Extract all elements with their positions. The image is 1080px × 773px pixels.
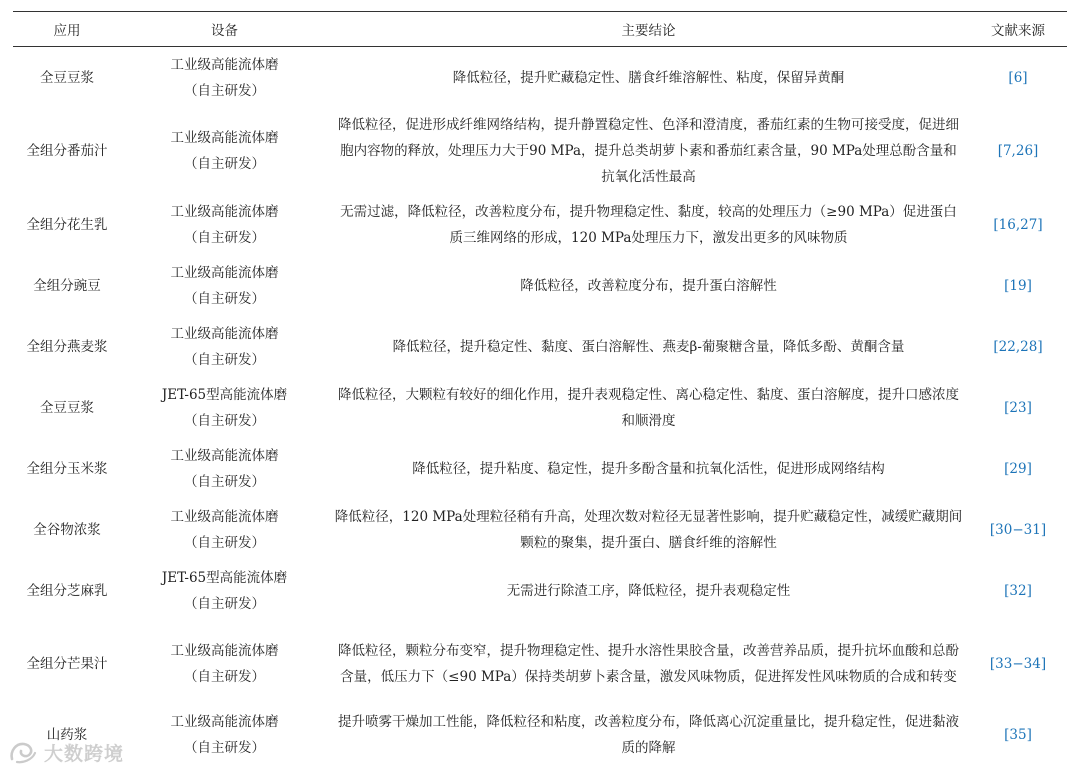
- cell-conclusion: 降低粒径，120 MPa处理粒径稍有升高，处理次数对粒径无显著性影响，提升贮藏稳定性，减缓贮藏期间颗粒的聚集，提升蛋白、膳食纤维的溶解性: [334, 508, 963, 551]
- table-row: [13, 108, 1067, 194]
- cell-equipment: [121, 707, 328, 763]
- reference-link[interactable]: 35: [1009, 727, 1027, 743]
- equipment-name: 工业级高能流体磨: [170, 130, 279, 146]
- watermark: [8, 734, 124, 770]
- cell-application: 全谷物浓浆: [33, 521, 101, 538]
- equipment-note: （自主研发）: [184, 595, 265, 612]
- header-equipment: 设备: [121, 12, 328, 47]
- equipment-name: JET-65型高能流体磨: [161, 569, 288, 586]
- cell-conclusion: 降低粒径，提升粘度、稳定性，提升多酚含量和抗氧化活性，促进形成网络结构: [412, 460, 885, 477]
- cell-equipment: [121, 377, 328, 438]
- cell-reference[interactable]: [7,26]: [997, 143, 1039, 159]
- cell-conclusion: 降低粒径，大颗粒有较好的细化作用，提升表观稳定性、离心稳定性、黏度、蛋白溶解度，提升口感浓度和顺滑度: [338, 386, 959, 429]
- cell-reference[interactable]: [16,27]: [993, 216, 1043, 233]
- equipment-note: （自主研发）: [184, 82, 265, 99]
- equipment-name: 工业级高能流体磨: [170, 447, 279, 464]
- equipment-name: JET-65型高能流体磨: [161, 386, 288, 403]
- reference-link[interactable]: 7,26: [1002, 143, 1034, 159]
- reference-link[interactable]: 33−34: [995, 656, 1041, 672]
- cell-reference[interactable]: [32]: [1004, 582, 1032, 599]
- cell-reference[interactable]: [29]: [1004, 460, 1032, 477]
- equipment-note: （自主研发）: [184, 740, 265, 756]
- equipment-name: 工业级高能流体磨: [170, 56, 279, 73]
- cell-application: 全豆豆浆: [40, 399, 94, 416]
- cell-application: 全组分燕麦浆: [26, 338, 108, 355]
- cell-application: 全组分番茄汁: [26, 143, 108, 159]
- watermark-text: 大数跨境: [44, 742, 125, 765]
- cell-reference[interactable]: [19]: [1004, 277, 1032, 294]
- cell-application: 全组分玉米浆: [26, 460, 108, 477]
- table-row: [13, 560, 1067, 621]
- cell-equipment: [121, 316, 328, 377]
- equipment-note: （自主研发）: [184, 351, 265, 368]
- cell-equipment: [121, 194, 328, 255]
- cell-reference[interactable]: [30−31]: [989, 521, 1047, 538]
- equipment-note: （自主研发）: [184, 156, 265, 172]
- cell-equipment: [121, 499, 328, 560]
- table-header: [13, 12, 1067, 47]
- literature-table: [13, 11, 1067, 763]
- table-row: [13, 707, 1067, 763]
- table-row: [13, 316, 1067, 377]
- cell-application: 全组分芝麻乳: [26, 582, 108, 599]
- equipment-name: 工业级高能流体磨: [170, 643, 279, 659]
- cell-conclusion: 降低粒径，颗粒分布变窄，提升物理稳定性、提升水溶性果胶含量，改善营养品质，提升抗坏血酸和总酚含量，低压力下（≤90 MPa）保持类胡萝卜素含量，激发风味物质，促进挥发性风味物质的合成和转变: [338, 643, 959, 685]
- cell-conclusion: 无需过滤，降低粒径，改善粒度分布，提升物理稳定性、黏度，较高的处理压力（≥90 MPa）促进蛋白质三维网络的形成，120 MPa处理压力下，激发出更多的风味物质: [340, 203, 957, 246]
- cell-conclusion: 降低粒径，提升稳定性、黏度、蛋白溶解性、燕麦β-葡聚糖含量，降低多酚、黄酮含量: [392, 338, 905, 355]
- cell-conclusion: 降低粒径，促进形成纤维网络结构，提升静置稳定性、色泽和澄清度，番茄红素的生物可接受度，促进细胞内容物的释放，处理压力大于90 MPa，提升总类胡萝卜素和番茄红素含量，90 MPa处理总酚含量和抗氧化活性最高: [338, 117, 959, 185]
- table-row: [13, 377, 1067, 438]
- cell-reference[interactable]: [23]: [1004, 399, 1032, 416]
- cell-equipment: [121, 438, 328, 499]
- cell-equipment: [121, 47, 328, 109]
- table-row: [13, 621, 1067, 707]
- cell-equipment: [121, 560, 328, 621]
- equipment-note: （自主研发）: [184, 534, 265, 551]
- reference-link[interactable]: 23: [1009, 399, 1027, 416]
- cell-conclusion: 无需进行除渣工序，降低粒径，提升表观稳定性: [506, 582, 791, 599]
- equipment-name: 工业级高能流体磨: [170, 714, 279, 730]
- reference-link[interactable]: 16,27: [998, 216, 1038, 233]
- reference-link[interactable]: 6: [1013, 69, 1023, 86]
- cell-equipment: [121, 108, 328, 194]
- cell-reference[interactable]: [33−34]: [989, 656, 1047, 672]
- table-row: [13, 438, 1067, 499]
- table-row: [13, 47, 1067, 109]
- cell-reference[interactable]: [35]: [1004, 727, 1032, 743]
- header-reference: 文献来源: [969, 12, 1067, 47]
- equipment-name: 工业级高能流体磨: [170, 508, 279, 525]
- equipment-note: （自主研发）: [184, 229, 265, 246]
- reference-link[interactable]: 19: [1009, 277, 1027, 294]
- cell-equipment: [121, 255, 328, 316]
- cell-reference[interactable]: [6]: [1008, 69, 1028, 86]
- table-body: [13, 47, 1067, 764]
- cell-application: 全组分花生乳: [26, 216, 108, 233]
- equipment-note: （自主研发）: [184, 669, 265, 685]
- cell-reference[interactable]: [22,28]: [993, 338, 1043, 355]
- header-application: 应用: [13, 12, 121, 47]
- reference-link[interactable]: 32: [1009, 582, 1027, 599]
- cell-application: 全组分豌豆: [33, 277, 101, 294]
- cell-conclusion: 降低粒径，提升贮藏稳定性、膳食纤维溶解性、粘度，保留异黄酮: [452, 69, 845, 86]
- reference-link[interactable]: 29: [1009, 460, 1027, 477]
- equipment-note: （自主研发）: [184, 290, 265, 307]
- equipment-name: 工业级高能流体磨: [170, 264, 279, 281]
- equipment-name: 工业级高能流体磨: [170, 325, 279, 342]
- reference-link[interactable]: 22,28: [998, 338, 1038, 355]
- table-row: [13, 255, 1067, 316]
- cell-application: 全组分芒果汁: [26, 656, 108, 672]
- equipment-note: （自主研发）: [184, 473, 265, 490]
- cell-application: 山药浆: [46, 727, 88, 743]
- equipment-name: 工业级高能流体磨: [170, 203, 279, 220]
- cell-conclusion: 提升喷雾干燥加工性能，降低粒径和粘度，改善粒度分布，降低离心沉淀重量比，提升稳定性，促进黏液质的降解: [338, 714, 959, 756]
- table-row: [13, 194, 1067, 255]
- header-conclusion: 主要结论: [328, 12, 969, 47]
- header-row: [13, 12, 1067, 47]
- cell-application: 全豆豆浆: [40, 69, 94, 86]
- table-row: [13, 499, 1067, 560]
- cell-conclusion: 降低粒径，改善粒度分布，提升蛋白溶解性: [520, 277, 777, 294]
- cell-equipment: [121, 621, 328, 707]
- logo-swirl-icon: [8, 739, 38, 765]
- equipment-note: （自主研发）: [184, 412, 265, 429]
- reference-link[interactable]: 30−31: [995, 521, 1041, 538]
